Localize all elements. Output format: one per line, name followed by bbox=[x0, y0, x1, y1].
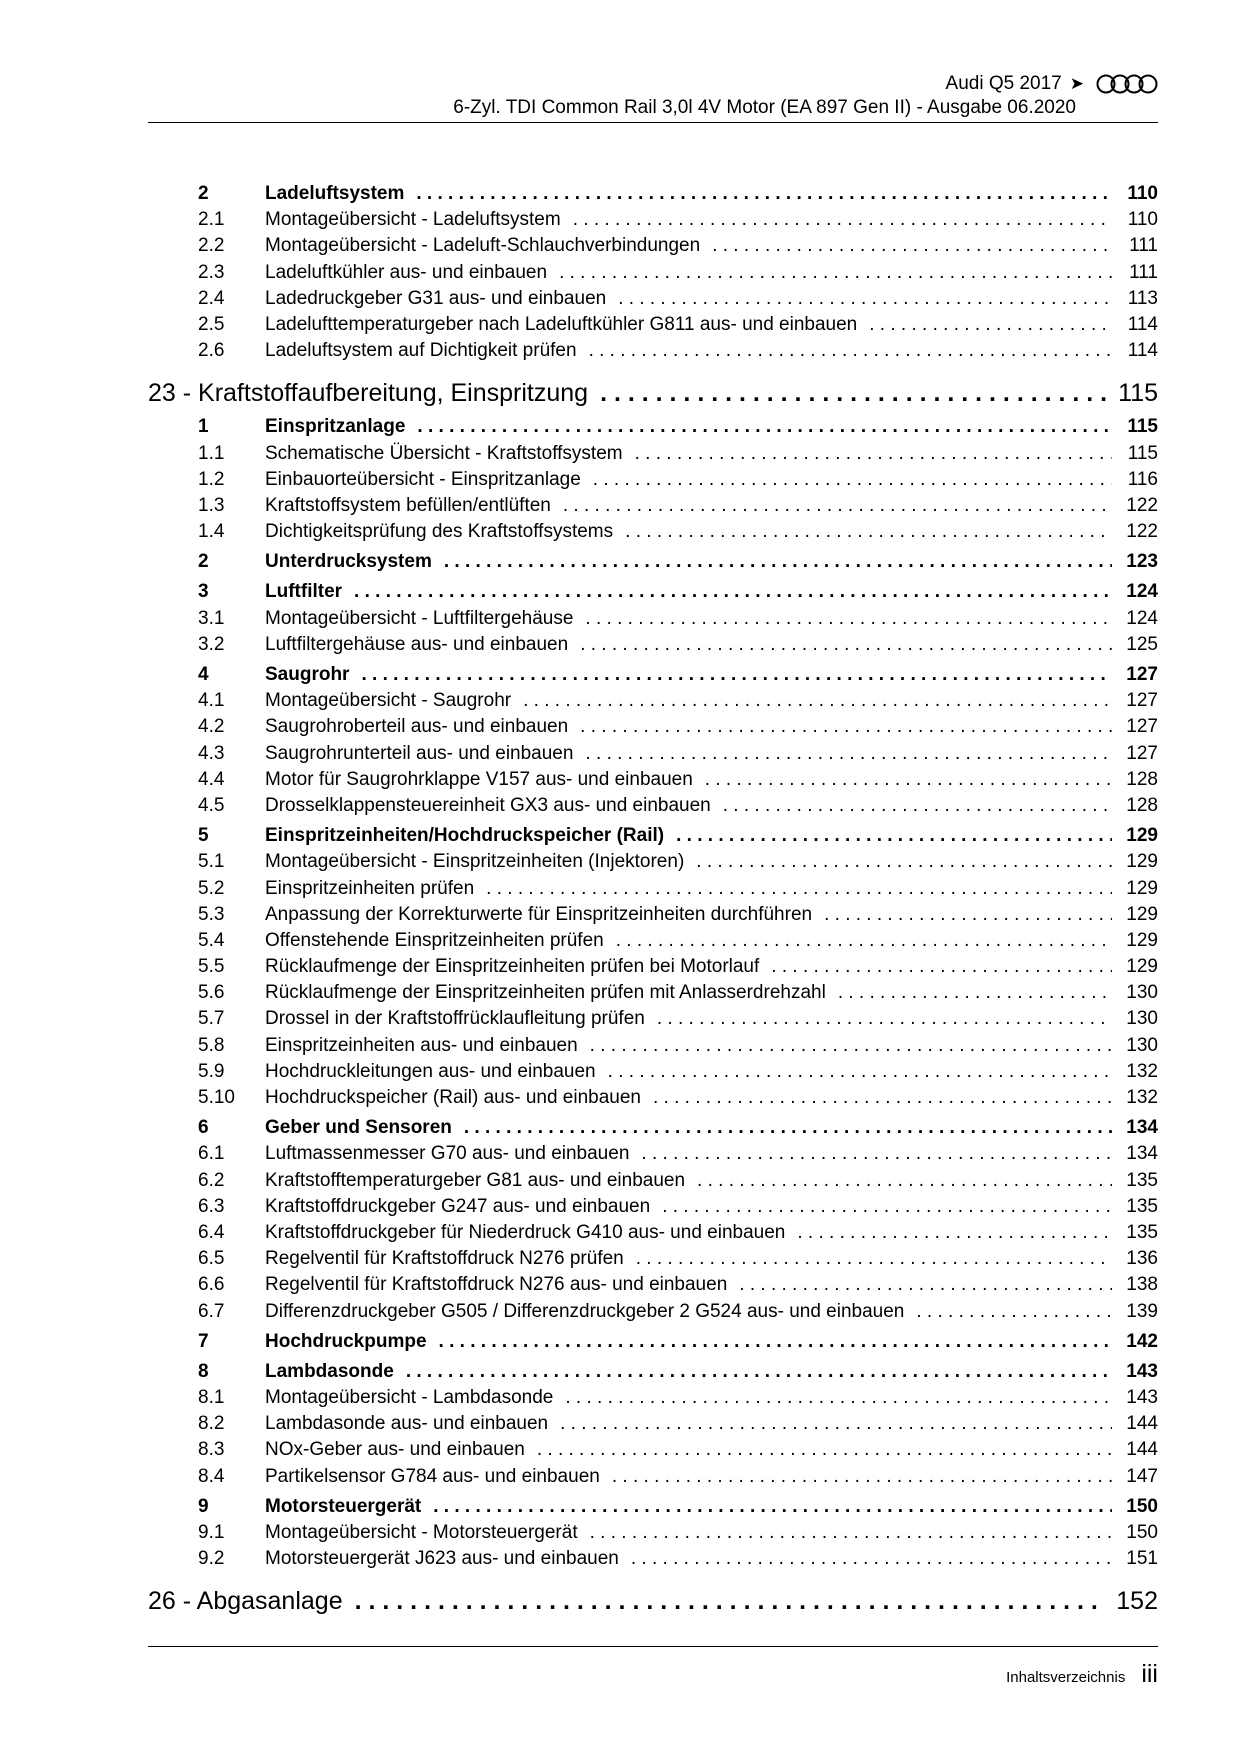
toc-title: Dichtigkeitsprüfung des Kraftstoffsystems bbox=[265, 521, 614, 543]
toc-page-number: 144 bbox=[1126, 1439, 1158, 1461]
toc-leader-dots bbox=[641, 1141, 1112, 1167]
toc-page-number: 127 bbox=[1126, 742, 1158, 764]
toc-number: 8 bbox=[198, 1360, 209, 1382]
toc-entry[interactable] bbox=[148, 1246, 1158, 1272]
footer-page-number: iii bbox=[1141, 1660, 1158, 1688]
toc-title: Ladeluftsystem auf Dichtigkeit prüfen bbox=[265, 340, 577, 362]
toc-leader-dots bbox=[838, 980, 1112, 1006]
toc-title: Ladedruckgeber G31 aus- und einbauen bbox=[265, 287, 607, 309]
toc-leader-dots bbox=[416, 181, 1112, 207]
toc-leader-dots bbox=[631, 1546, 1112, 1572]
toc-page-number: 130 bbox=[1126, 982, 1158, 1004]
toc-page-number: 124 bbox=[1126, 607, 1158, 629]
toc-leader-dots bbox=[433, 1494, 1112, 1520]
toc-number: 6.7 bbox=[198, 1300, 225, 1322]
toc-entry[interactable] bbox=[148, 519, 1158, 545]
toc-title: Motorsteuergerät J623 aus- und einbauen bbox=[265, 1548, 619, 1570]
toc-leader-dots bbox=[464, 1115, 1112, 1141]
toc-title: Motor für Saugrohrklappe V157 aus- und einbauen bbox=[265, 768, 693, 790]
toc-leader-dots bbox=[593, 467, 1112, 493]
toc-title: Einspritzanlage bbox=[265, 416, 406, 438]
toc-title: 26 - Abgasanlage bbox=[148, 1587, 343, 1616]
toc-number: 8.2 bbox=[198, 1413, 225, 1435]
toc-title: Einspritzeinheiten aus- und einbauen bbox=[265, 1034, 578, 1056]
toc-page-number: 134 bbox=[1126, 1117, 1158, 1139]
toc-leader-dots bbox=[600, 376, 1106, 410]
toc-page-number: 129 bbox=[1126, 851, 1158, 873]
toc-title: Rücklaufmenge der Einspritzeinheiten prüfen mit Anlasserdrehzahl bbox=[265, 982, 826, 1004]
toc-leader-dots bbox=[636, 1246, 1112, 1272]
toc-number: 5.3 bbox=[198, 903, 225, 925]
toc-number: 6.5 bbox=[198, 1248, 225, 1270]
toc-leader-dots bbox=[580, 632, 1112, 658]
toc-page-number: 150 bbox=[1126, 1522, 1158, 1543]
engine-subtitle: 6-Zyl. TDI Common Rail 3,0l 4V Motor (EA 897 Gen II) - Ausgabe 06.2020 bbox=[453, 97, 1076, 118]
table-of-contents bbox=[148, 181, 1158, 1620]
toc-title: Regelventil für Kraftstoffdruck N276 aus- und einbauen bbox=[265, 1274, 728, 1296]
toc-number: 6.4 bbox=[198, 1221, 225, 1243]
toc-entry[interactable] bbox=[148, 1546, 1158, 1572]
toc-entry[interactable] bbox=[148, 793, 1158, 819]
four-rings-logo-icon bbox=[1096, 72, 1158, 96]
toc-page-number: 124 bbox=[1126, 581, 1158, 603]
toc-title: Regelventil für Kraftstoffdruck N276 prüfen bbox=[265, 1248, 624, 1270]
toc-title: Montageübersicht - Luftfiltergehäuse bbox=[265, 607, 574, 629]
toc-entry[interactable] bbox=[148, 928, 1158, 954]
toc-number: 5.4 bbox=[198, 929, 225, 951]
toc-page-number: 114 bbox=[1127, 340, 1158, 362]
toc-leader-dots bbox=[618, 286, 1112, 312]
toc-number: 5 bbox=[198, 825, 209, 847]
toc-page-number: 152 bbox=[1116, 1587, 1158, 1616]
toc-entry[interactable] bbox=[148, 1220, 1158, 1246]
toc-page-number: 111 bbox=[1129, 235, 1158, 257]
toc-page-number: 129 bbox=[1126, 929, 1158, 951]
toc-leader-dots bbox=[585, 741, 1112, 767]
toc-page-number: 136 bbox=[1126, 1248, 1158, 1270]
model-title: Audi Q5 2017 bbox=[945, 73, 1062, 94]
toc-title: NOx-Geber aus- und einbauen bbox=[265, 1439, 525, 1461]
toc-page-number: 143 bbox=[1126, 1360, 1158, 1382]
toc-leader-dots bbox=[590, 1033, 1112, 1059]
toc-number: 6.6 bbox=[198, 1274, 225, 1296]
toc-entry[interactable] bbox=[148, 1411, 1158, 1437]
toc-leader-dots bbox=[916, 1299, 1112, 1325]
toc-number: 4 bbox=[198, 664, 209, 685]
toc-entry[interactable] bbox=[148, 286, 1158, 312]
toc-page-number: 115 bbox=[1118, 379, 1158, 408]
toc-entry[interactable] bbox=[148, 1272, 1158, 1298]
toc-entry[interactable] bbox=[148, 741, 1158, 767]
toc-number: 2.5 bbox=[198, 313, 225, 335]
toc-page-number: 130 bbox=[1126, 1034, 1158, 1056]
toc-page-number: 150 bbox=[1126, 1495, 1158, 1517]
toc-title: Montageübersicht - Einspritzeinheiten (Injektoren) bbox=[265, 851, 685, 873]
toc-number: 5.1 bbox=[198, 851, 225, 873]
toc-number: 6 bbox=[198, 1117, 209, 1139]
toc-section[interactable] bbox=[148, 1115, 1158, 1141]
toc-title: Hochdruckpumpe bbox=[265, 1330, 427, 1352]
toc-title: Saugrohroberteil aus- und einbauen bbox=[265, 716, 569, 738]
toc-leader-dots bbox=[662, 1194, 1112, 1220]
toc-title: Kraftstoffdruckgeber für Niederdruck G410 aus- und einbauen bbox=[265, 1221, 786, 1243]
toc-leader-dots bbox=[361, 662, 1112, 688]
toc-number: 1.3 bbox=[198, 494, 225, 516]
toc-number: 1 bbox=[198, 416, 209, 438]
toc-title: Einspritzeinheiten/Hochdruckspeicher (Rail) bbox=[265, 825, 665, 847]
toc-number: 2 bbox=[198, 183, 209, 204]
toc-entry[interactable] bbox=[148, 980, 1158, 1006]
toc-leader-dots bbox=[523, 688, 1112, 714]
toc-section[interactable] bbox=[148, 662, 1158, 688]
toc-leader-dots bbox=[739, 1272, 1112, 1298]
toc-leader-dots bbox=[560, 1411, 1112, 1437]
toc-title: Kraftstofftemperaturgeber G81 aus- und einbauen bbox=[265, 1169, 686, 1191]
arrow-icon: ➤ bbox=[1069, 74, 1084, 93]
toc-number: 3.1 bbox=[198, 607, 225, 629]
toc-number: 4.3 bbox=[198, 742, 225, 764]
toc-leader-dots bbox=[573, 207, 1112, 233]
toc-number: 7 bbox=[198, 1330, 209, 1352]
toc-page-number: 127 bbox=[1126, 664, 1158, 685]
toc-page-number: 129 bbox=[1126, 903, 1158, 925]
toc-number: 4.5 bbox=[198, 794, 225, 816]
toc-number: 4.2 bbox=[198, 716, 225, 738]
header-divider bbox=[148, 122, 1158, 123]
toc-leader-dots bbox=[612, 1464, 1112, 1490]
toc-title: Montageübersicht - Saugrohr bbox=[265, 690, 512, 712]
toc-page-number: 113 bbox=[1127, 287, 1158, 309]
toc-title: Geber und Sensoren bbox=[265, 1117, 452, 1139]
toc-page-number: 127 bbox=[1126, 716, 1158, 738]
toc-title: Kraftstoffdruckgeber G247 aus- und einbauen bbox=[265, 1195, 651, 1217]
toc-leader-dots bbox=[705, 767, 1112, 793]
toc-page-number: 114 bbox=[1127, 313, 1158, 335]
toc-page-number: 122 bbox=[1126, 494, 1158, 516]
toc-title: Luftfiltergehäuse aus- und einbauen bbox=[265, 633, 569, 655]
toc-number: 1.4 bbox=[198, 521, 225, 543]
toc-entry[interactable] bbox=[148, 1464, 1158, 1490]
toc-title: Drosselklappensteuereinheit GX3 aus- und einbauen bbox=[265, 794, 711, 816]
toc-page-number: 127 bbox=[1126, 690, 1158, 712]
toc-entry[interactable] bbox=[148, 1299, 1158, 1325]
toc-title: Saugrohr bbox=[265, 664, 350, 685]
toc-number: 9.1 bbox=[198, 1522, 225, 1543]
page-header bbox=[453, 72, 1158, 120]
toc-leader-dots bbox=[653, 1085, 1112, 1111]
toc-page-number: 143 bbox=[1126, 1387, 1158, 1409]
toc-leader-dots bbox=[580, 714, 1112, 740]
toc-page-number: 128 bbox=[1126, 794, 1158, 816]
toc-leader-dots bbox=[696, 849, 1112, 875]
toc-number: 6.3 bbox=[198, 1195, 225, 1217]
toc-page-number: 151 bbox=[1126, 1548, 1158, 1570]
toc-number: 1.1 bbox=[198, 442, 225, 464]
toc-number: 2.2 bbox=[198, 235, 225, 257]
toc-number: 3.2 bbox=[198, 633, 225, 655]
toc-leader-dots bbox=[608, 1059, 1112, 1085]
toc-entry[interactable] bbox=[148, 714, 1158, 740]
toc-section[interactable] bbox=[148, 1494, 1158, 1520]
toc-entry[interactable] bbox=[148, 207, 1158, 233]
toc-leader-dots bbox=[625, 519, 1112, 545]
toc-section[interactable] bbox=[148, 549, 1158, 575]
toc-number: 8.1 bbox=[198, 1387, 225, 1409]
toc-number: 5.10 bbox=[198, 1087, 235, 1108]
toc-entry[interactable] bbox=[148, 688, 1158, 714]
toc-leader-dots bbox=[537, 1437, 1112, 1463]
toc-title: Luftfilter bbox=[265, 581, 343, 603]
toc-number: 6.2 bbox=[198, 1169, 225, 1191]
toc-entry[interactable] bbox=[148, 902, 1158, 928]
toc-entry[interactable] bbox=[148, 1006, 1158, 1032]
toc-number: 5.7 bbox=[198, 1008, 225, 1030]
toc-leader-dots bbox=[406, 1359, 1112, 1385]
toc-leader-dots bbox=[585, 606, 1112, 632]
toc-entry[interactable] bbox=[148, 1520, 1158, 1546]
toc-title: 23 - Kraftstoffaufbereitung, Einspritzung bbox=[148, 379, 589, 408]
toc-entry[interactable] bbox=[148, 606, 1158, 632]
toc-title: Offenstehende Einspritzeinheiten prüfen bbox=[265, 929, 604, 951]
toc-number: 8.3 bbox=[198, 1439, 225, 1461]
toc-entry[interactable] bbox=[148, 1437, 1158, 1463]
toc-leader-dots bbox=[635, 441, 1112, 467]
toc-page-number: 130 bbox=[1126, 1008, 1158, 1030]
toc-page-number: 142 bbox=[1126, 1330, 1158, 1352]
toc-leader-dots bbox=[563, 493, 1112, 519]
toc-chapter[interactable] bbox=[148, 376, 1158, 410]
toc-number: 2 bbox=[198, 551, 209, 573]
toc-entry[interactable] bbox=[148, 1059, 1158, 1085]
toc-page-number: 111 bbox=[1129, 261, 1158, 283]
toc-title: Kraftstoffsystem befüllen/entlüften bbox=[265, 494, 551, 516]
toc-entry[interactable] bbox=[148, 467, 1158, 493]
toc-entry[interactable] bbox=[148, 260, 1158, 286]
toc-entry[interactable] bbox=[148, 1141, 1158, 1167]
toc-page-number: 125 bbox=[1126, 633, 1158, 655]
toc-leader-dots bbox=[590, 1520, 1112, 1546]
toc-title: Einbauorteübersicht - Einspritzanlage bbox=[265, 468, 581, 490]
toc-entry[interactable] bbox=[148, 1194, 1158, 1220]
toc-page-number: 147 bbox=[1126, 1465, 1158, 1487]
toc-leader-dots bbox=[559, 260, 1112, 286]
toc-entry[interactable] bbox=[148, 632, 1158, 658]
toc-section[interactable] bbox=[148, 579, 1158, 605]
toc-leader-dots bbox=[444, 549, 1112, 575]
toc-number: 2.1 bbox=[198, 209, 225, 231]
toc-section[interactable] bbox=[148, 1359, 1158, 1385]
toc-entry[interactable] bbox=[148, 312, 1158, 338]
toc-entry[interactable] bbox=[148, 1085, 1158, 1111]
toc-page-number: 132 bbox=[1126, 1087, 1158, 1108]
toc-page-number: 138 bbox=[1126, 1274, 1158, 1296]
toc-page-number: 110 bbox=[1127, 183, 1158, 204]
toc-page-number: 116 bbox=[1127, 468, 1158, 490]
toc-page-number: 115 bbox=[1127, 416, 1158, 438]
toc-leader-dots bbox=[712, 233, 1112, 259]
toc-title: Ladeluftsystem bbox=[265, 183, 405, 204]
toc-title: Anpassung der Korrekturwerte für Einspritzeinheiten durchführen bbox=[265, 903, 813, 925]
toc-number: 2.6 bbox=[198, 340, 225, 362]
toc-leader-dots bbox=[824, 902, 1112, 928]
toc-leader-dots bbox=[417, 414, 1112, 440]
toc-entry[interactable] bbox=[148, 767, 1158, 793]
toc-number: 5.6 bbox=[198, 982, 225, 1004]
toc-number: 6.1 bbox=[198, 1143, 225, 1165]
toc-entry[interactable] bbox=[148, 493, 1158, 519]
toc-leader-dots bbox=[565, 1385, 1112, 1411]
toc-number: 5.9 bbox=[198, 1060, 225, 1082]
toc-number: 5.8 bbox=[198, 1034, 225, 1056]
toc-title: Hochdruckleitungen aus- und einbauen bbox=[265, 1060, 596, 1082]
toc-entry[interactable] bbox=[148, 1385, 1158, 1411]
toc-number: 5.5 bbox=[198, 956, 225, 978]
footer-divider bbox=[148, 1646, 1158, 1647]
toc-chapter[interactable] bbox=[148, 1584, 1158, 1618]
toc-number: 2.3 bbox=[198, 261, 225, 283]
toc-title: Montageübersicht - Lambdasonde bbox=[265, 1387, 554, 1409]
toc-entry[interactable] bbox=[148, 954, 1158, 980]
toc-number: 4.4 bbox=[198, 768, 225, 790]
toc-title: Hochdruckspeicher (Rail) aus- und einbauen bbox=[265, 1087, 641, 1108]
toc-title: Unterdrucksystem bbox=[265, 551, 432, 573]
toc-title: Differenzdruckgeber G505 / Differenzdruckgeber 2 G524 aus- und einbauen bbox=[265, 1300, 905, 1322]
toc-title: Drossel in der Kraftstoffrücklaufleitung prüfen bbox=[265, 1008, 645, 1030]
toc-number: 5.2 bbox=[198, 877, 225, 899]
toc-page-number: 122 bbox=[1126, 521, 1158, 543]
toc-title: Montageübersicht - Motorsteuergerät bbox=[265, 1522, 578, 1543]
toc-section[interactable] bbox=[148, 181, 1158, 207]
toc-leader-dots bbox=[869, 312, 1112, 338]
toc-number: 9 bbox=[198, 1495, 209, 1517]
toc-leader-dots bbox=[771, 954, 1112, 980]
toc-page-number: 129 bbox=[1126, 825, 1158, 847]
toc-title: Montageübersicht - Ladeluftsystem bbox=[265, 209, 561, 231]
toc-entry[interactable] bbox=[148, 849, 1158, 875]
toc-number: 8.4 bbox=[198, 1465, 225, 1487]
toc-number: 3 bbox=[198, 581, 209, 603]
toc-title: Ladelufttemperaturgeber nach Ladeluftkühler G811 aus- und einbauen bbox=[265, 313, 858, 335]
toc-number: 9.2 bbox=[198, 1548, 225, 1570]
toc-page-number: 110 bbox=[1127, 209, 1158, 231]
toc-page-number: 135 bbox=[1126, 1169, 1158, 1191]
toc-number: 2.4 bbox=[198, 287, 225, 309]
toc-page-number: 129 bbox=[1126, 956, 1158, 978]
toc-title: Partikelsensor G784 aus- und einbauen bbox=[265, 1465, 600, 1487]
footer-label: Inhaltsverzeichnis bbox=[1006, 1669, 1126, 1686]
toc-title: Lambdasonde bbox=[265, 1360, 394, 1382]
toc-title: Montageübersicht - Ladeluft-Schlauchverbindungen bbox=[265, 235, 701, 257]
toc-section[interactable] bbox=[148, 414, 1158, 440]
toc-title: Ladeluftkühler aus- und einbauen bbox=[265, 261, 548, 283]
toc-entry[interactable] bbox=[148, 1168, 1158, 1194]
toc-entry[interactable] bbox=[148, 233, 1158, 259]
toc-entry[interactable] bbox=[148, 441, 1158, 467]
toc-entry[interactable] bbox=[148, 876, 1158, 902]
toc-title: Schematische Übersicht - Kraftstoffsystem bbox=[265, 442, 623, 464]
toc-page-number: 134 bbox=[1126, 1143, 1158, 1165]
toc-leader-dots bbox=[439, 1329, 1112, 1355]
toc-page-number: 123 bbox=[1126, 551, 1158, 573]
toc-leader-dots bbox=[589, 338, 1112, 364]
toc-page-number: 128 bbox=[1126, 768, 1158, 790]
toc-page-number: 132 bbox=[1126, 1060, 1158, 1082]
toc-leader-dots bbox=[354, 579, 1112, 605]
toc-leader-dots bbox=[676, 823, 1112, 849]
toc-page-number: 129 bbox=[1126, 877, 1158, 899]
toc-number: 1.2 bbox=[198, 468, 225, 490]
toc-page-number: 135 bbox=[1126, 1195, 1158, 1217]
toc-title: Lambdasonde aus- und einbauen bbox=[265, 1413, 549, 1435]
toc-leader-dots bbox=[657, 1006, 1112, 1032]
toc-page-number: 135 bbox=[1126, 1221, 1158, 1243]
toc-leader-dots bbox=[797, 1220, 1112, 1246]
toc-leader-dots bbox=[355, 1584, 1105, 1618]
toc-title: Saugrohrunterteil aus- und einbauen bbox=[265, 742, 574, 764]
toc-entry[interactable] bbox=[148, 1033, 1158, 1059]
toc-title: Luftmassenmesser G70 aus- und einbauen bbox=[265, 1143, 630, 1165]
toc-title: Einspritzeinheiten prüfen bbox=[265, 877, 475, 899]
page-footer bbox=[1006, 1660, 1158, 1689]
toc-number: 4.1 bbox=[198, 690, 225, 712]
header-line-1 bbox=[453, 72, 1158, 96]
toc-section[interactable] bbox=[148, 1329, 1158, 1355]
toc-page-number: 144 bbox=[1126, 1413, 1158, 1435]
toc-section[interactable] bbox=[148, 823, 1158, 849]
toc-entry[interactable] bbox=[148, 338, 1158, 364]
toc-leader-dots bbox=[697, 1168, 1112, 1194]
toc-page-number: 115 bbox=[1127, 442, 1158, 464]
toc-leader-dots bbox=[616, 928, 1112, 954]
toc-page-number: 139 bbox=[1126, 1300, 1158, 1322]
toc-title: Motorsteuergerät bbox=[265, 1495, 422, 1517]
toc-leader-dots bbox=[723, 793, 1112, 819]
toc-leader-dots bbox=[486, 876, 1112, 902]
toc-title: Rücklaufmenge der Einspritzeinheiten prüfen bei Motorlauf bbox=[265, 956, 760, 978]
